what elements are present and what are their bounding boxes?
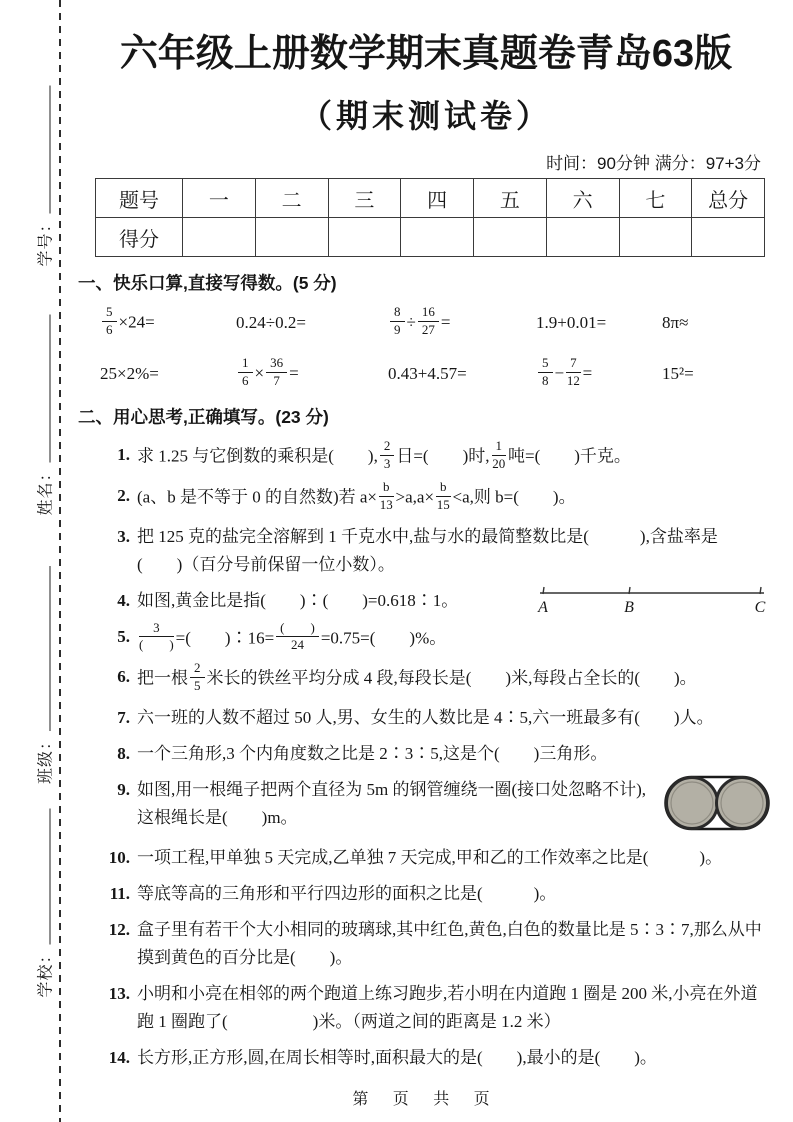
student-name-blank[interactable]: [46, 314, 51, 462]
school-blank[interactable]: [46, 808, 51, 944]
question-text: 求 1.25 与它倒数的乘积是( ), $\frac{2}{3}$ 日=( )时, $\frac{1}{20}$ 吨=( )千克。: [137, 437, 631, 471]
question-text: 小明和小亮在相邻的两个跑道上练习跑步,若小明在内道跑 1 圈是 200 米,小亮在外道跑 1 圈跑了( )米。（两道之间的距离是 1.2 米）: [137, 984, 758, 1032]
school-label: 学校：: [37, 946, 55, 998]
score-table-header-cell: 一: [183, 179, 256, 218]
page-footer: 第 页 共 页: [352, 1091, 500, 1108]
score-table-header-cell: 七: [619, 179, 692, 218]
score-table-header-row: [96, 179, 765, 218]
score-input-cell[interactable]: [474, 218, 547, 257]
class-field: [33, 566, 56, 784]
score-row-label: 得分: [96, 218, 183, 257]
question-item: [98, 660, 772, 696]
question-item: [98, 478, 772, 515]
oral-calc-grid: [80, 304, 772, 391]
score-input-cell[interactable]: [183, 218, 256, 257]
score-table-header-cell: 总分: [692, 179, 765, 218]
question-item: [98, 916, 772, 972]
question-item: [98, 776, 772, 836]
score-table-header-cell: 六: [546, 179, 619, 218]
question-text: 把 125 克的盐完全溶解到 1 千克水中,盐与水的最简整数比是( ),含盐率是( )（百分号前保留一位小数）。: [137, 526, 718, 574]
question-number: 5.: [117, 626, 130, 646]
point-b-label: B: [624, 598, 634, 616]
school-field: [33, 808, 56, 997]
score-input-cell[interactable]: [546, 218, 619, 257]
question-number: 9.: [117, 780, 130, 800]
calc-expression: $\frac{5}{6}$ ×24=: [100, 307, 236, 340]
exam-meta: 时间：90分钟 满分：97+3分: [546, 154, 761, 173]
question-item: [98, 587, 772, 615]
score-table-score-row: [96, 218, 765, 257]
calc-expression: 15²=: [662, 364, 694, 384]
question-text: 如图,用一根绳子把两个直径为 5m 的钢管缠绕一圈(接口处忽略不计),这根绳长是( )m。: [137, 776, 772, 836]
calc-expression: 0.43+4.57=: [388, 364, 467, 384]
score-table-header-cell: 三: [328, 179, 401, 218]
section2-heading: 二、用心思考,正确填写。(23 分): [78, 406, 329, 427]
score-table-header-cell: 四: [401, 179, 474, 218]
question-number: 13.: [108, 984, 130, 1004]
question-number: 1.: [117, 444, 130, 464]
calc-expression: $\frac{8}{9}$ ÷ $\frac{16}{27}$ =: [388, 307, 536, 340]
score-input-cell[interactable]: [401, 218, 474, 257]
page-title: 六年级上册数学期末真题卷青岛63版: [119, 33, 733, 75]
question-item: [98, 980, 772, 1036]
score-table: [95, 178, 765, 257]
score-input-cell[interactable]: [619, 218, 692, 257]
question-text: 等底等高的三角形和平行四边形的面积之比是( )。: [137, 884, 557, 904]
score-table-header-cell: 二: [255, 179, 328, 218]
score-table-header-cell: 题号: [96, 179, 183, 218]
question-number: 6.: [117, 667, 130, 687]
question-text: 盒子里有若干个大小相同的玻璃球,其中红色,黄色,白色的数量比是 5∶3∶7,那么从中摸到黄色的百分比是( )。: [137, 920, 762, 968]
question-text: $\frac{3}{( )}$ =( )∶16= $\frac{( )}{24}$ =0.75=( )%。: [139, 619, 447, 653]
question-number: 4.: [117, 590, 130, 610]
score-input-cell[interactable]: [692, 218, 765, 257]
pipes-figure: [662, 772, 772, 834]
golden-ratio-line-figure: [533, 583, 768, 617]
page-subtitle: （期末测试卷）: [299, 98, 552, 134]
dashed-divider: [59, 0, 61, 1122]
question-number: 12.: [108, 920, 130, 940]
point-a-label: A: [538, 598, 548, 616]
section1-heading: 一、快乐口算,直接写得数。(5 分): [78, 273, 337, 293]
question-text: 一项工程,甲单独 5 天完成,乙单独 7 天完成,甲和乙的工作效率之比是( )。: [137, 848, 723, 868]
question-text: 如图,黄金比是指( )∶( )=0.618∶1。: [137, 590, 459, 610]
question-item: [98, 880, 772, 908]
question-number: 8.: [117, 744, 130, 764]
point-c-label: C: [754, 598, 766, 616]
score-table-header-cell: 五: [474, 179, 547, 218]
question-item: [98, 437, 772, 474]
calc-expression: 8π≈: [662, 313, 689, 333]
question-text: 长方形,正方形,圆,在周长相等时,面积最大的是( ),最小的是( )。: [137, 1048, 657, 1068]
class-label: 班级：: [37, 732, 55, 785]
question-item: [98, 523, 772, 579]
question-number: 2.: [117, 485, 130, 505]
student-name-field: [33, 314, 56, 515]
student-id-label: 学号：: [37, 215, 55, 267]
calc-expression: 1.9+0.01=: [536, 313, 607, 333]
question-text: 一个三角形,3 个内角度数之比是 2∶3∶5,这是个( )三角形。: [137, 744, 608, 764]
question-item: [98, 619, 772, 656]
question-item: [98, 1044, 772, 1072]
score-input-cell[interactable]: [328, 218, 401, 257]
calc-expression: $\frac{5}{8}$ − $\frac{7}{12}$ =: [536, 358, 662, 391]
class-blank[interactable]: [46, 566, 51, 731]
student-name-label: 姓名：: [37, 464, 55, 516]
question-item: [98, 844, 772, 872]
question-item: [98, 704, 772, 732]
calc-expression: 25×2%=: [100, 364, 159, 384]
question-number: 3.: [117, 526, 130, 546]
student-id-field: [33, 85, 56, 266]
question-item: [98, 740, 772, 768]
calc-expression: 0.24÷0.2=: [236, 313, 306, 333]
question-number: 14.: [108, 1048, 130, 1068]
calc-expression: $\frac{1}{6}$ × $\frac{36}{7}$ =: [236, 358, 388, 391]
score-input-cell[interactable]: [255, 218, 328, 257]
question-text: (a、b 是不等于 0 的自然数)若 a× $\frac{b}{13}$ >a,a× $\frac{b}{15}$ <a,则 b=( )。: [137, 478, 576, 512]
student-id-blank[interactable]: [46, 85, 51, 213]
question-text: 把一根 $\frac{2}{5}$ 米长的铁丝平均分成 4 段,每段长是( )米,每段占全长的( )。: [137, 660, 697, 694]
question-number: 11.: [109, 884, 130, 904]
question-number: 7.: [117, 708, 130, 728]
question-number: 10.: [108, 848, 130, 868]
question-text: 六一班的人数不超过 50 人,男、女生的人数比是 4∶5,六一班最多有( )人。: [137, 708, 714, 728]
exam-content: [80, 0, 772, 1122]
fill-blank-questions: [80, 437, 772, 1073]
